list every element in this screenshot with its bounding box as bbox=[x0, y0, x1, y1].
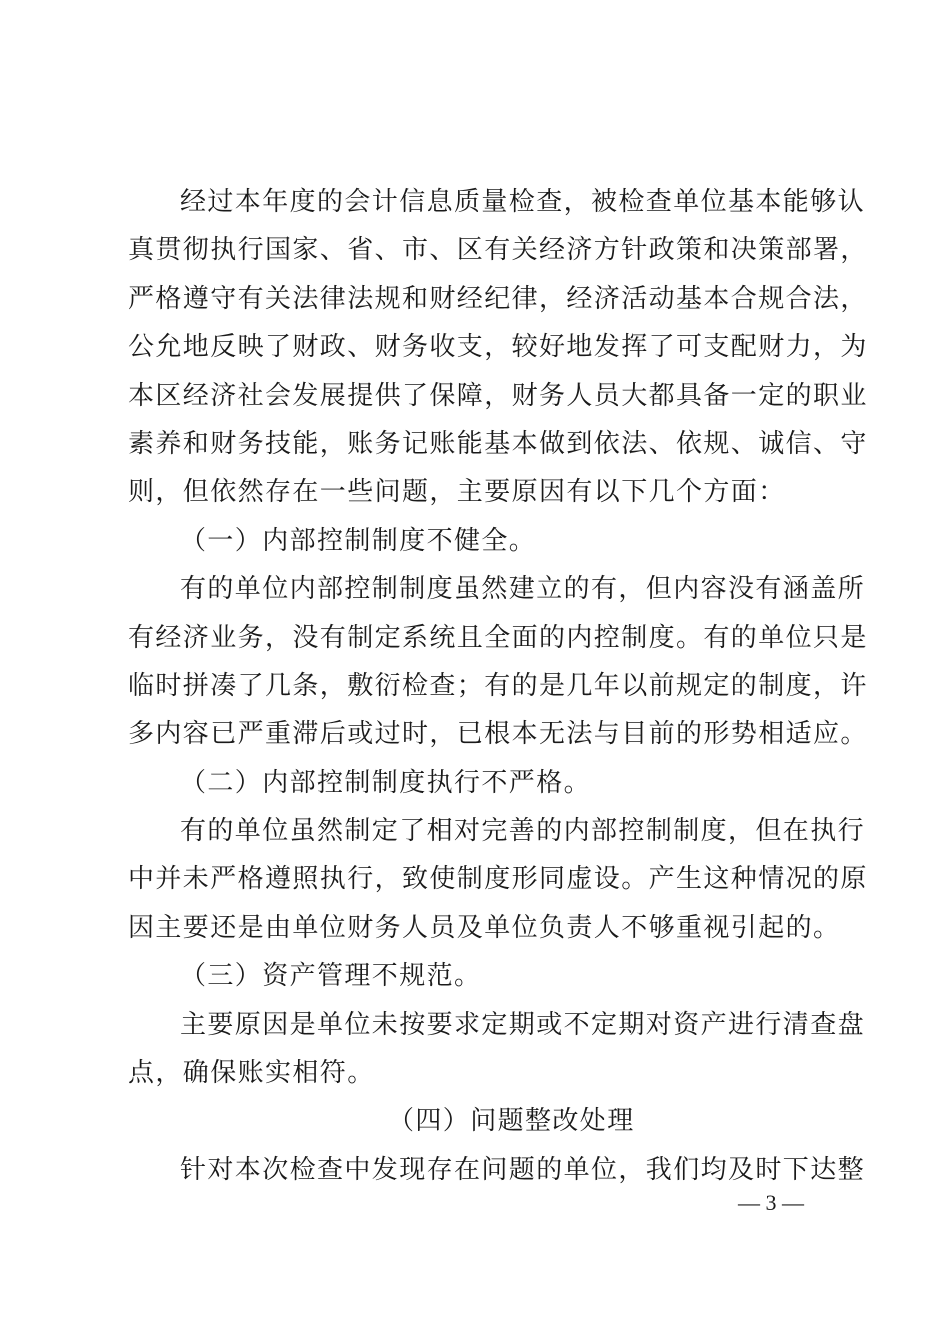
paragraph-summary bbox=[128, 178, 868, 517]
text-line: 有的单位内部控制制度虽然建立的有，但内容没有涵盖所 bbox=[180, 574, 866, 605]
text-line: 中并未严格遵照执行，致使制度形同虚设。产生这种情况的原 bbox=[128, 864, 868, 895]
text-line: 主要原因是单位未按要求定期或不定期对资产进行清查盘 bbox=[180, 1009, 866, 1040]
paragraph-assets bbox=[128, 1001, 866, 1098]
paragraph-execution bbox=[128, 807, 868, 952]
text-line: 有的单位虽然制定了相对完善的内部控制制度，但在执行 bbox=[180, 816, 866, 847]
text-line: 公允地反映了财政、财务收支，较好地发挥了可支配财力，为 bbox=[128, 332, 868, 363]
text-line: 经过本年度的会计信息质量检查，被检查单位基本能够认 bbox=[180, 187, 866, 217]
paragraph-rectification bbox=[128, 1146, 866, 1194]
text-line: 点，确保账实相符。 bbox=[128, 1058, 375, 1089]
text-line: 因主要还是由单位财务人员及单位负责人不够重视引起的。 bbox=[128, 912, 841, 943]
text-line: 临时拼凑了几条，敷衍检查；有的是几年以前规定的制度，许 bbox=[128, 670, 868, 701]
paragraph-internal-control bbox=[128, 565, 868, 759]
text-line: 多内容已严重滞后或过时，已根本无法与目前的形势相适应。 bbox=[128, 719, 868, 750]
text-line: 则，但依然存在一些问题，主要原因有以下几个方面： bbox=[128, 477, 786, 508]
text-line: 真贯彻执行国家、省、市、区有关经济方针政策和决策部署， bbox=[128, 235, 868, 266]
body-text bbox=[128, 178, 868, 1194]
text-line: 素养和财务技能，账务记账能基本做到依法、依规、诚信、守 bbox=[128, 428, 868, 459]
page-number: — 3 — bbox=[738, 1190, 804, 1215]
text-line: 严格遵守有关法律法规和财经纪律，经济活动基本合规合法， bbox=[128, 283, 868, 314]
section-heading-2: （二）内部控制制度执行不严格。 bbox=[180, 767, 592, 798]
text-line: 针对本次检查中发现存在问题的单位，我们均及时下达整 bbox=[180, 1154, 866, 1185]
section-heading-1: （一）内部控制制度不健全。 bbox=[180, 525, 537, 556]
text-line: 有经济业务，没有制定系统且全面的内控制度。有的单位只是 bbox=[128, 622, 868, 653]
section-heading-4: （四）问题整改处理 bbox=[388, 1106, 635, 1137]
text-line: 本区经济社会发展提供了保障，财务人员大都具备一定的职业 bbox=[128, 380, 868, 411]
section-heading-3: （三）资产管理不规范。 bbox=[180, 961, 482, 992]
